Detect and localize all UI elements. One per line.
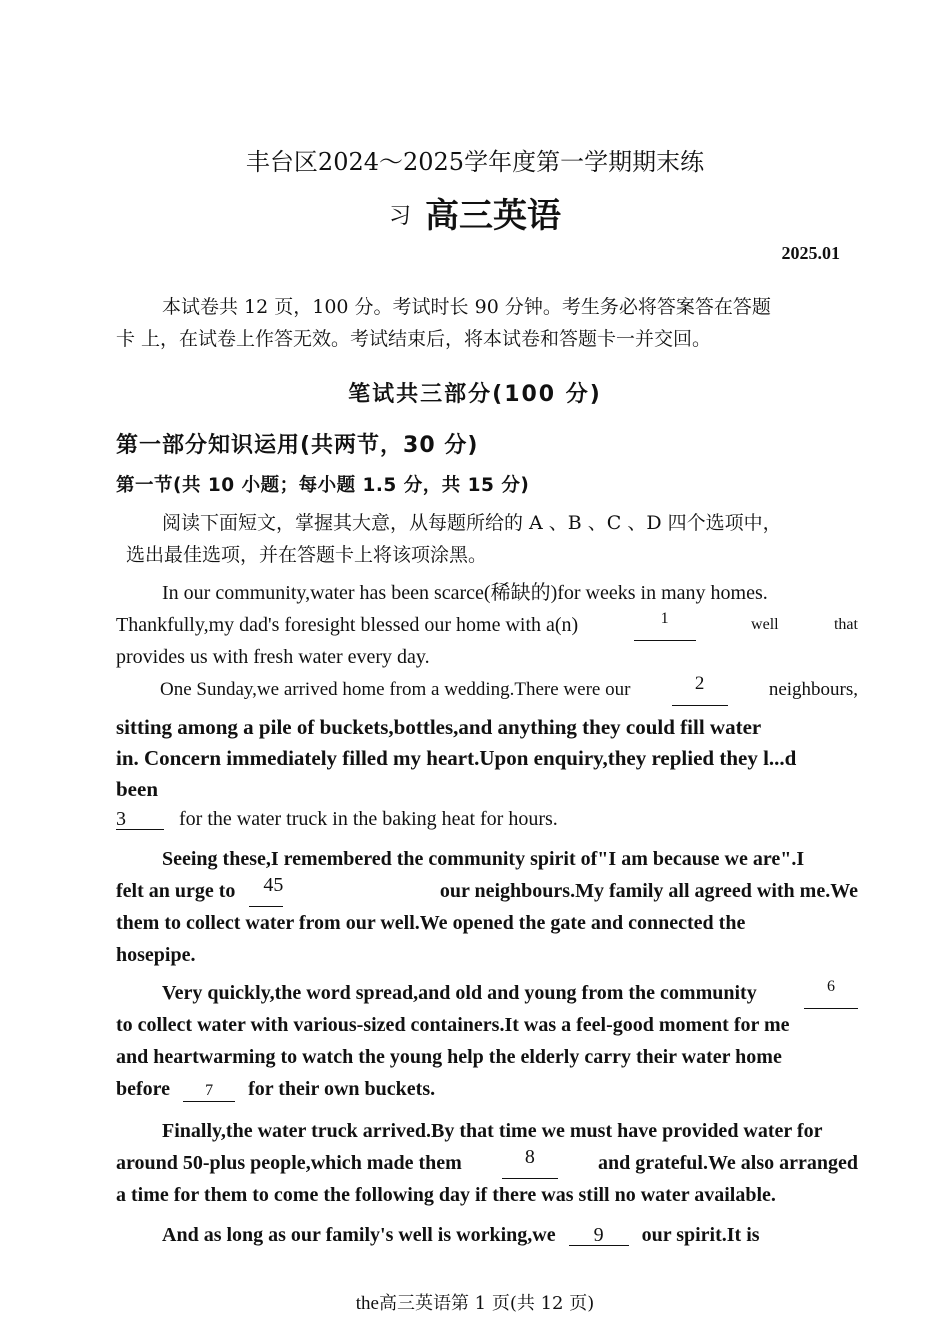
passage-line: hosepipe.: [116, 944, 196, 966]
passage-text: for the water truck in the baking heat for hours.: [179, 808, 558, 830]
passage-text: And as long as our family's well is working,we: [162, 1224, 556, 1246]
passage-text: our neighbours.My family all agreed with me.We: [439, 880, 858, 902]
passage-text: our spirit.It is: [641, 1224, 760, 1246]
blank-3[interactable]: 3: [116, 809, 164, 830]
passage-paragraph-1: [116, 577, 858, 673]
blank-8[interactable]: 8: [502, 1147, 558, 1179]
passage-paragraph-2: [116, 674, 858, 706]
exam-instructions: [116, 291, 858, 355]
page-footer: [0, 1289, 950, 1315]
passage-text: and grateful.We also arranged: [597, 1152, 858, 1174]
section-title: 笔试共三部分(100 分): [348, 382, 602, 407]
passage-text: before: [116, 1078, 171, 1100]
passage-text: neighbours,: [768, 679, 858, 700]
title-prefix: 习: [388, 204, 411, 229]
passage-line: in. Concern immediately filled my heart.Upon enquiry,they replied they l...d: [116, 746, 797, 770]
passage-line: been: [116, 777, 158, 801]
part-heading: 第一部分知识运用(共两节，30 分): [116, 433, 479, 458]
blank-1[interactable]: 1: [634, 609, 696, 641]
blank-7[interactable]: 7: [183, 1081, 235, 1102]
blank-6[interactable]: 6: [804, 977, 858, 1009]
instruction-line: 阅读下面短文，掌握其大意，从每题所给的 A 、B 、C 、D 四个选项中，: [162, 512, 782, 534]
blank-45[interactable]: 45: [249, 875, 283, 907]
passage-line: [116, 1147, 858, 1179]
blank-9[interactable]: 9: [569, 1225, 629, 1246]
passage-line: [116, 1073, 858, 1105]
passage-line: [116, 1219, 858, 1251]
passage-paragraph-6: [116, 1219, 858, 1251]
passage-line: Finally,the water truck arrived.By that time we must have provided water for: [162, 1120, 823, 1142]
page-number: 高三英语第 1 页(共 12 页): [378, 1293, 595, 1314]
passage-line: [116, 977, 858, 1009]
passage-paragraph-2-bold: [116, 712, 858, 805]
passage-paragraph-2-end: [116, 803, 858, 835]
passage-text: around 50-plus people,which made them: [116, 1152, 462, 1174]
passage-text: for their own buckets.: [248, 1078, 436, 1100]
exam-title-line2: [0, 188, 950, 237]
passage-line: In our community,water has been scarce(稀缺的)for weeks in many homes.: [162, 582, 768, 604]
passage-line: a time for them to come the following day if there was still no water available.: [116, 1184, 776, 1206]
subject-title: 高三英语: [425, 196, 561, 236]
passage-line: [116, 875, 858, 907]
question-instructions: [116, 507, 858, 571]
passage-text: felt an urge to: [116, 880, 236, 902]
passage-line: them to collect water from our well.We opened the gate and connected the: [116, 912, 746, 934]
intro-line: 本试卷共 12 页，100 分。考试时长 90 分钟。考生务必将答案答在答题: [162, 296, 771, 318]
passage-line: to collect water with various-sized containers.It was a feel-good moment for me: [116, 1014, 790, 1036]
exam-title-line1: 丰台区2024～2025学年度第一学期期末练: [245, 148, 705, 176]
passage-paragraph-4: [116, 977, 858, 1105]
passage-text: One Sunday,we arrived home from a wedding.There were our: [160, 679, 631, 700]
passage-line: sitting among a pile of buckets,bottles,and anything they could fill water: [116, 715, 762, 739]
passage-line: [116, 674, 858, 706]
passage-text: that: [833, 616, 858, 633]
instruction-line: 选出最佳选项，并在答题卡上将该项涂黑。: [126, 544, 488, 566]
section-heading: 第一节(共 10 小题；每小题 1.5 分，共 15 分): [116, 475, 530, 496]
passage-paragraph-5: [116, 1115, 858, 1211]
passage-text: well: [751, 616, 779, 633]
passage-line: provides us with fresh water every day.: [116, 646, 430, 668]
passage-line: [116, 609, 858, 641]
passage-line: Seeing these,I remembered the community spirit of"I am because we are".I: [162, 848, 805, 870]
passage-text: Thankfully,my dad's foresight blessed our home with a(n): [116, 614, 579, 636]
passage-line: and heartwarming to watch the young help the elderly carry their water home: [116, 1046, 782, 1068]
passage-paragraph-3: [116, 843, 858, 971]
passage-text: Very quickly,the word spread,and old and young from the community: [162, 982, 757, 1004]
intro-line: 卡 上，在试卷上作答无效。考试结束后，将本试卷和答题卡一并交回。: [116, 328, 712, 350]
footer-prefix: the: [355, 1293, 379, 1314]
blank-2[interactable]: 2: [672, 674, 728, 706]
exam-date: 2025.01: [781, 243, 840, 263]
